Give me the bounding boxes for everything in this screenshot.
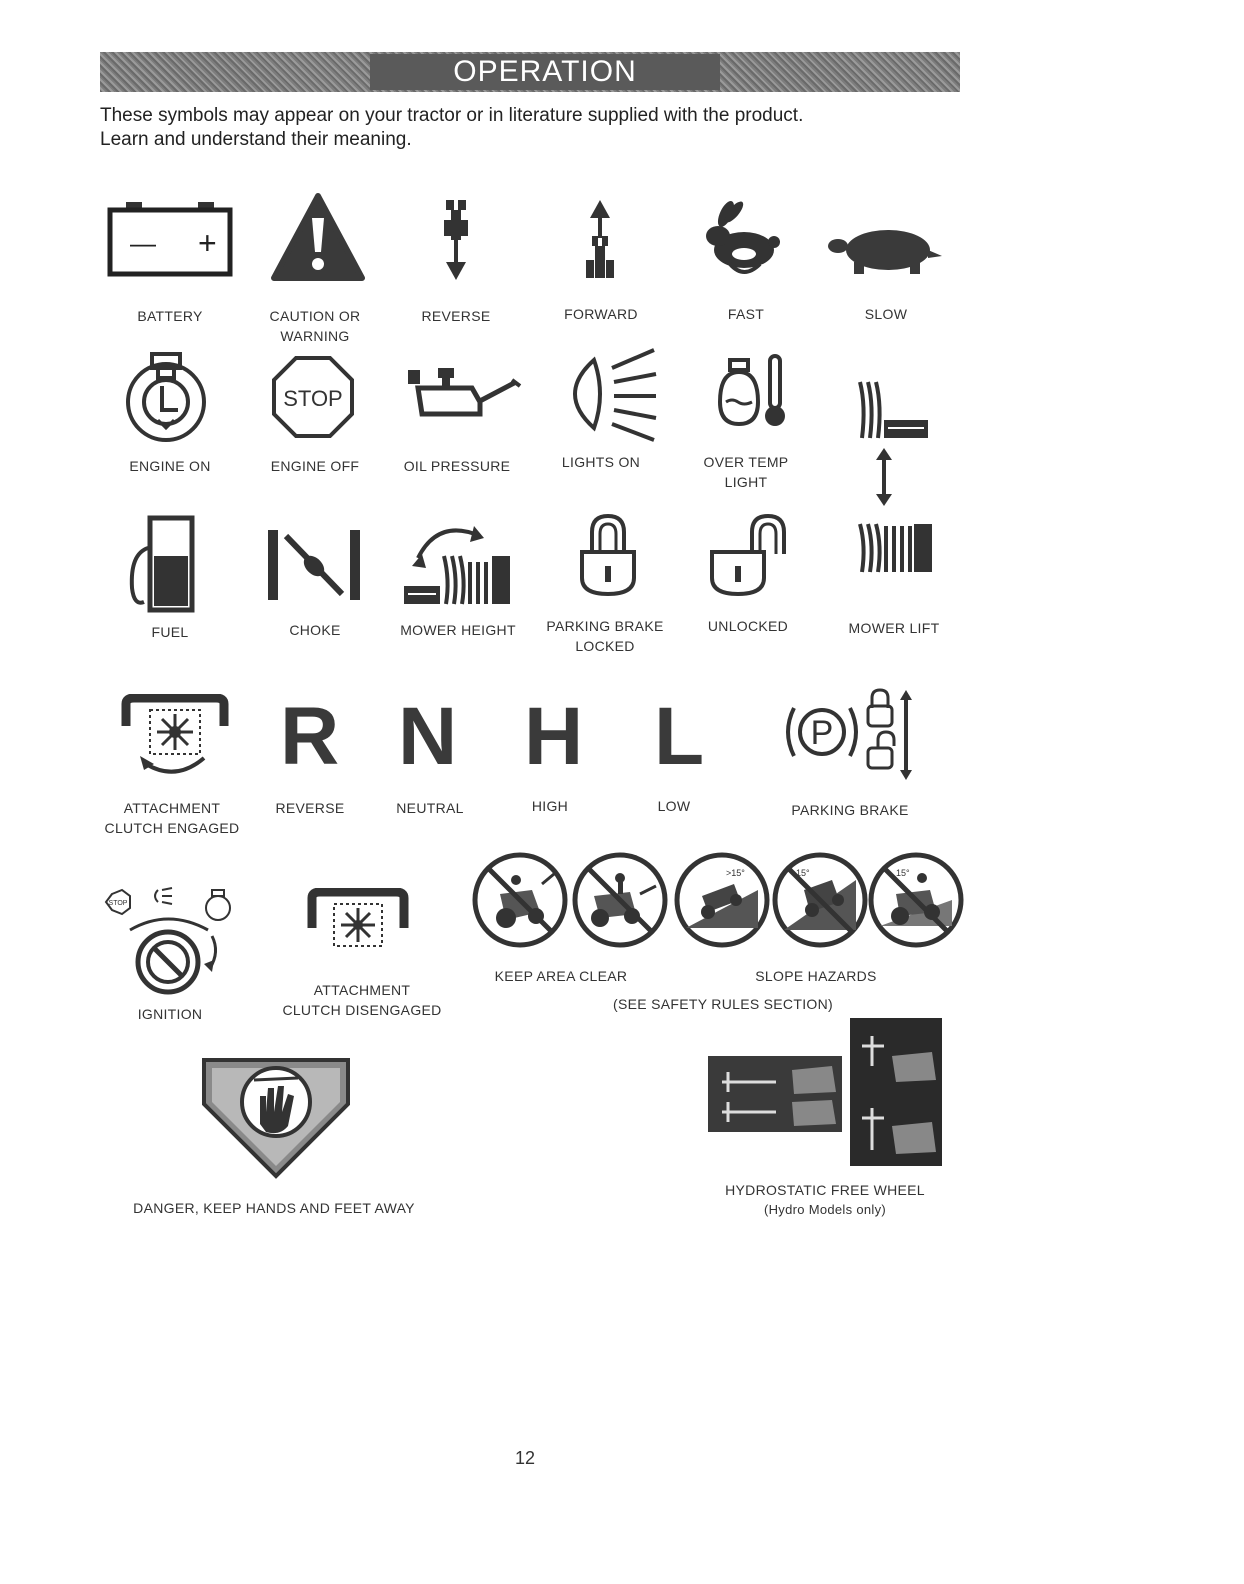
label-hydrostatic — [700, 1180, 950, 1220]
intro-text — [100, 104, 980, 152]
page-number: 12 — [514, 1448, 536, 1468]
headlight-icon — [552, 346, 662, 442]
neutral-n-glyph: N — [398, 691, 458, 782]
label-choke: CHOKE — [289, 622, 341, 638]
label-hydro-line-2: (Hydro Models only) — [763, 1202, 886, 1217]
slope-angle-text-3: 15° — [896, 868, 910, 878]
parking-p-glyph: P — [810, 714, 834, 752]
rabbit-icon — [696, 200, 792, 280]
ignition-icon — [100, 884, 240, 996]
label-forward: FORWARD — [564, 306, 638, 322]
label-parking-brake: PARKING BRAKE — [791, 802, 909, 818]
label-over-temp-line-1: OVER TEMP — [703, 454, 789, 470]
label-attachment-disengaged — [262, 980, 462, 1020]
label-slow: SLOW — [864, 306, 908, 322]
slope-angle-text-2: 15° — [796, 868, 810, 878]
label-high: HIGH — [531, 798, 569, 814]
over-temp-icon — [708, 352, 792, 432]
label-battery: BATTERY — [137, 308, 203, 324]
attachment-engaged-icon — [120, 694, 230, 784]
choke-icon — [262, 524, 366, 604]
slope-hazard-icon-2 — [770, 850, 870, 950]
slope-angle-text-1: >15° — [726, 868, 745, 878]
high-h-glyph: H — [524, 691, 584, 782]
stop-sign-text: STOP — [283, 386, 343, 411]
label-pb-locked-line-2: LOCKED — [575, 638, 635, 654]
reverse-r-glyph: R — [280, 691, 340, 782]
label-see-safety-rules: (SEE SAFETY RULES SECTION) — [613, 996, 833, 1012]
oil-can-icon — [402, 362, 522, 432]
label-fuel: FUEL — [151, 624, 189, 640]
padlock-unlocked-icon — [708, 512, 794, 598]
hydrostatic-free-wheel-icon — [706, 1016, 944, 1168]
header-banner — [100, 52, 960, 92]
engine-on-icon — [118, 350, 214, 446]
label-hydro-line-1: HYDROSTATIC FREE WHEEL — [725, 1182, 925, 1198]
low-l-glyph: L — [654, 691, 705, 782]
keep-area-clear-icon-2 — [570, 850, 670, 950]
battery-icon — [106, 200, 234, 278]
warning-triangle-icon — [270, 192, 366, 284]
label-engine-off: ENGINE OFF — [270, 458, 360, 474]
mower-lift-icon — [852, 376, 942, 584]
label-pb-locked-line-1: PARKING BRAKE — [546, 618, 664, 634]
danger-hands-icon — [200, 1056, 352, 1180]
page-title: OPERATION — [370, 54, 720, 90]
battery-plus-glyph: + — [198, 225, 217, 261]
parking-brake-icon — [780, 686, 920, 782]
label-low: LOW — [657, 798, 691, 814]
label-attachment-engaged — [92, 798, 252, 838]
label-caution-line-2: WARNING — [280, 328, 350, 344]
label-lights-on: LIGHTS ON — [561, 454, 641, 470]
label-att-disengaged-line-1: ATTACHMENT — [313, 982, 411, 998]
reverse-tractor-icon — [436, 196, 476, 284]
label-ignition: IGNITION — [137, 1006, 203, 1022]
intro-line-2: Learn and understand their meaning. — [100, 129, 412, 150]
attachment-disengaged-icon — [306, 888, 410, 954]
label-parking-brake-locked — [535, 616, 675, 656]
label-fast: FAST — [727, 306, 765, 322]
label-att-engaged-line-2: CLUTCH ENGAGED — [104, 820, 240, 836]
forward-tractor-icon — [580, 196, 620, 284]
label-reverse-r: REVERSE — [275, 800, 345, 816]
label-caution-line-1: CAUTION OR — [269, 308, 361, 324]
label-caution — [255, 306, 375, 346]
label-neutral: NEUTRAL — [396, 800, 464, 816]
turtle-icon — [828, 222, 944, 278]
label-danger-hands: DANGER, KEEP HANDS AND FEET AWAY — [133, 1200, 415, 1216]
label-over-temp — [690, 452, 802, 492]
label-slope-hazards: SLOPE HAZARDS — [755, 968, 877, 984]
label-mower-height: MOWER HEIGHT — [400, 622, 516, 638]
ignition-stop-text: STOP — [108, 900, 128, 907]
label-unlocked: UNLOCKED — [707, 618, 789, 634]
label-reverse: REVERSE — [421, 308, 491, 324]
keep-area-clear-icon-1 — [470, 850, 570, 950]
label-mower-lift: MOWER LIFT — [848, 620, 940, 636]
fuel-pump-icon — [124, 514, 204, 614]
label-oil-pressure: OIL PRESSURE — [403, 458, 511, 474]
mower-height-icon — [398, 514, 514, 610]
label-keep-area-clear: KEEP AREA CLEAR — [494, 968, 628, 984]
label-engine-on: ENGINE ON — [129, 458, 211, 474]
label-att-engaged-line-1: ATTACHMENT — [123, 800, 221, 816]
label-over-temp-line-2: LIGHT — [724, 474, 768, 490]
intro-line-1: These symbols may appear on your tractor or in literature supplied with the product. — [100, 105, 804, 126]
battery-minus-glyph: — — [130, 228, 156, 258]
slope-hazard-icon-3 — [866, 850, 966, 950]
label-att-disengaged-line-2: CLUTCH DISENGAGED — [282, 1002, 442, 1018]
padlock-locked-icon — [578, 512, 638, 598]
stop-sign-icon — [270, 354, 356, 440]
slope-hazard-icon-1 — [672, 850, 772, 950]
